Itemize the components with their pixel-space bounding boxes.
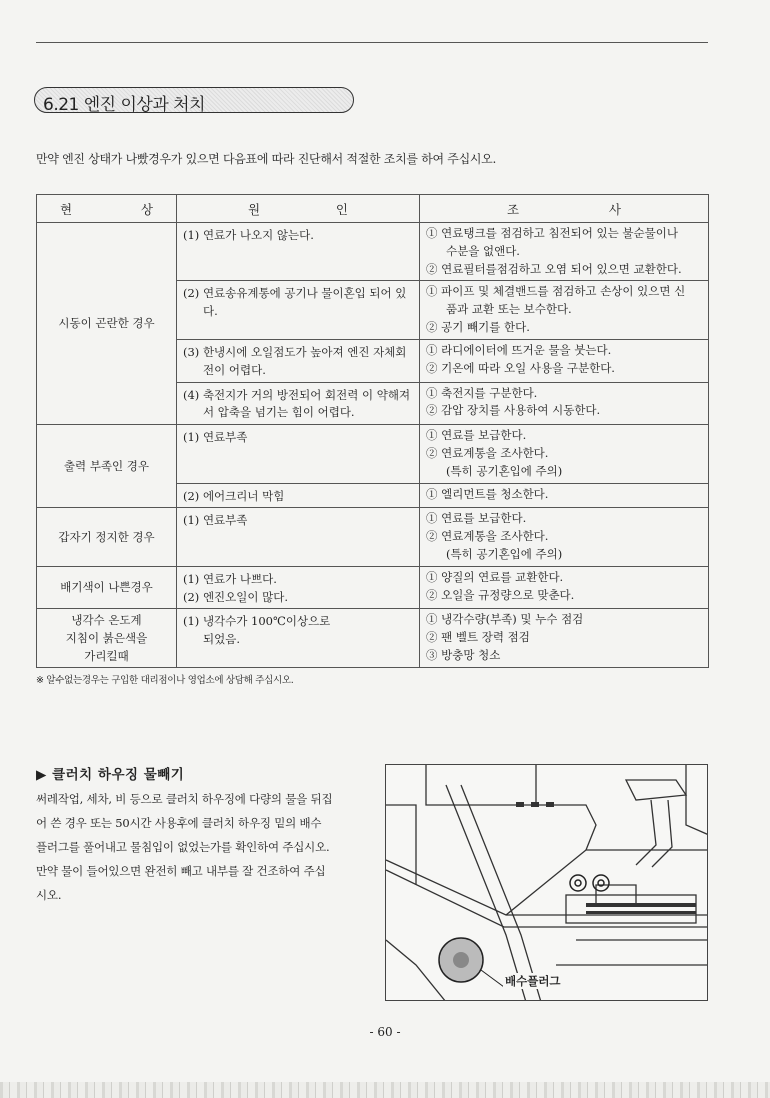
cause-text: (3) 한냉시에 오일점도가 높아져 엔진 자체회: [183, 344, 407, 359]
body-line: 만약 물이 들어있으면 완전히 빼고 내부를 잘 건조하여 주십: [36, 864, 326, 878]
section-title-box: [34, 87, 354, 113]
clutch-section-body: [36, 787, 368, 907]
header-action: 조 사: [420, 195, 709, 223]
top-rule: [36, 42, 708, 43]
header-symptom: 현 상: [37, 195, 177, 223]
symptom-cell: [37, 566, 177, 609]
action-text: ① 라디에이터에 뜨거운 물을 붓는다.: [426, 342, 612, 357]
cause-text: (1) 연료부족: [183, 430, 248, 445]
body-line: 어 쓴 경우 또는 50시간 사용후에 클러치 하우징 밑의 배수: [36, 816, 322, 830]
table-row: [37, 508, 709, 566]
action-text: ② 연료필터를점검하고 오염 되어 있으면 교환한다.: [426, 261, 682, 276]
cause-text: (1) 연료부족: [183, 513, 248, 528]
cause-cell: [177, 609, 420, 667]
action-cell: [420, 382, 709, 425]
action-text: ① 냉각수량(부족) 및 누수 점검: [426, 612, 584, 627]
cause-text: 서 압축을 넘기는 힘이 어렵다.: [203, 405, 355, 420]
cause-cell: [177, 281, 420, 339]
action-text: ② 감압 장치를 사용하여 시동한다.: [426, 403, 601, 418]
symptom-cell: [37, 223, 177, 425]
trouble-table: [36, 194, 709, 668]
action-cell: [420, 508, 709, 566]
cause-text: 되었음.: [203, 632, 240, 647]
action-cell: [420, 483, 709, 508]
action-text: ② 연료계통을 조사한다.: [426, 529, 549, 544]
cause-cell: [177, 483, 420, 508]
section-title: 6.21 엔진 이상과 처치: [43, 95, 206, 115]
header-cause: 원 인: [177, 195, 420, 223]
action-text: ② 팬 벨트 장력 점검: [426, 630, 530, 645]
cause-text: (1) 냉각수가 100℃이상으로: [183, 614, 331, 629]
symptom-text: 가리킬때: [84, 649, 129, 664]
symptom-text: 냉각수 온도계: [71, 612, 142, 627]
action-text: 품과 교환 또는 보수한다.: [446, 302, 572, 317]
table-body: [37, 223, 709, 668]
action-cell: [420, 223, 709, 281]
cause-text: (1) 연료가 나쁘다.: [183, 571, 277, 586]
cause-text: 전이 어렵다.: [203, 362, 266, 377]
action-text: ① 파이프 및 체결밴드를 점검하고 손상이 있으면 신: [426, 284, 686, 299]
body-line: 시오.: [36, 888, 62, 902]
action-cell: [420, 425, 709, 483]
cause-cell: [177, 566, 420, 609]
body-line: 써레작업, 세차, 비 등으로 클러치 하우징에 다량의 물을 뒤집: [36, 792, 333, 806]
action-cell: [420, 566, 709, 609]
table-row: [37, 223, 709, 281]
action-cell: [420, 609, 709, 667]
cause-text: (2) 연료송유계통에 공기나 물이혼입 되어 있: [183, 286, 407, 301]
symptom-text: 갑자기 정지한 경우: [58, 529, 155, 544]
cause-cell: [177, 382, 420, 425]
symptom-text: 배기색이 나쁜경우: [60, 580, 153, 595]
symptom-text: 출력 부족인 경우: [63, 459, 150, 474]
action-text: ① 연료를 보급한다.: [426, 428, 527, 443]
action-text: ① 연료를 보급한다.: [426, 511, 527, 526]
cause-text: (1) 연료가 나오지 않는다.: [183, 228, 314, 242]
action-text: 수분을 없앤다.: [446, 243, 520, 258]
clutch-section-title: ▶ 클러치 하우징 물빼기: [36, 767, 185, 783]
action-text: ① 연료탱크를 점검하고 침전되어 있는 불순물이나: [426, 226, 678, 240]
symptom-text: 지침이 붉은색을: [65, 630, 148, 645]
action-text: (특히 공기혼입에 주의): [446, 463, 563, 478]
action-text: ① 축전지를 구분한다.: [426, 385, 538, 400]
action-text: ② 연료계통을 조사한다.: [426, 445, 549, 460]
cause-text: (2) 엔진오일이 많다.: [183, 589, 289, 604]
symptom-cell: [37, 508, 177, 566]
action-cell: [420, 339, 709, 382]
action-text: (특히 공기혼입에 주의): [446, 547, 563, 561]
table-row: [37, 566, 709, 609]
page-number: - 60 -: [369, 1025, 401, 1039]
body-line: 플러그를 풀어내고 물침입이 없었는가를 확인하여 주십시오.: [36, 840, 330, 854]
cause-text: 다.: [203, 304, 218, 319]
action-text: ② 공기 빼기를 한다.: [426, 320, 530, 335]
cause-text: (4) 축전지가 거의 방전되어 회전력 이 약해져: [183, 387, 411, 402]
cause-cell: [177, 508, 420, 566]
footnote: ※ 알수없는경우는 구입한 대리점이나 영업소에 상담해 주십시오.: [36, 675, 294, 686]
clutch-housing-figure: [385, 764, 708, 1001]
clutch-housing-illustration: [386, 765, 708, 1001]
cause-cell: [177, 339, 420, 382]
action-text: ① 엘리먼트를 청소한다.: [426, 486, 549, 501]
action-text: ① 양질의 연료를 교환한다.: [426, 569, 564, 584]
drain-plug-label: 배수플러그: [505, 974, 561, 988]
scan-edge: [0, 1082, 770, 1098]
cause-cell: [177, 223, 420, 281]
symptom-cell: [37, 609, 177, 667]
action-text: ③ 방충망 청소: [426, 648, 501, 663]
table-row: [37, 609, 709, 667]
action-text: ② 오일을 규정량으로 맞춘다.: [426, 587, 575, 602]
intro-text: 만약 엔진 상태가 나빴경우가 있으면 다음표에 따라 진단해서 적절한 조치를 하여 주십시오.: [36, 152, 496, 166]
action-text: ② 기온에 따라 오일 사용을 구분한다.: [426, 360, 615, 375]
table-header-row: [37, 195, 709, 223]
symptom-cell: [37, 425, 177, 508]
action-cell: [420, 281, 709, 339]
cause-text: (2) 에어크리너 막힘: [183, 488, 285, 503]
symptom-text: 시동이 곤란한 경우: [58, 316, 155, 331]
cause-cell: [177, 425, 420, 483]
table-row: [37, 425, 709, 483]
